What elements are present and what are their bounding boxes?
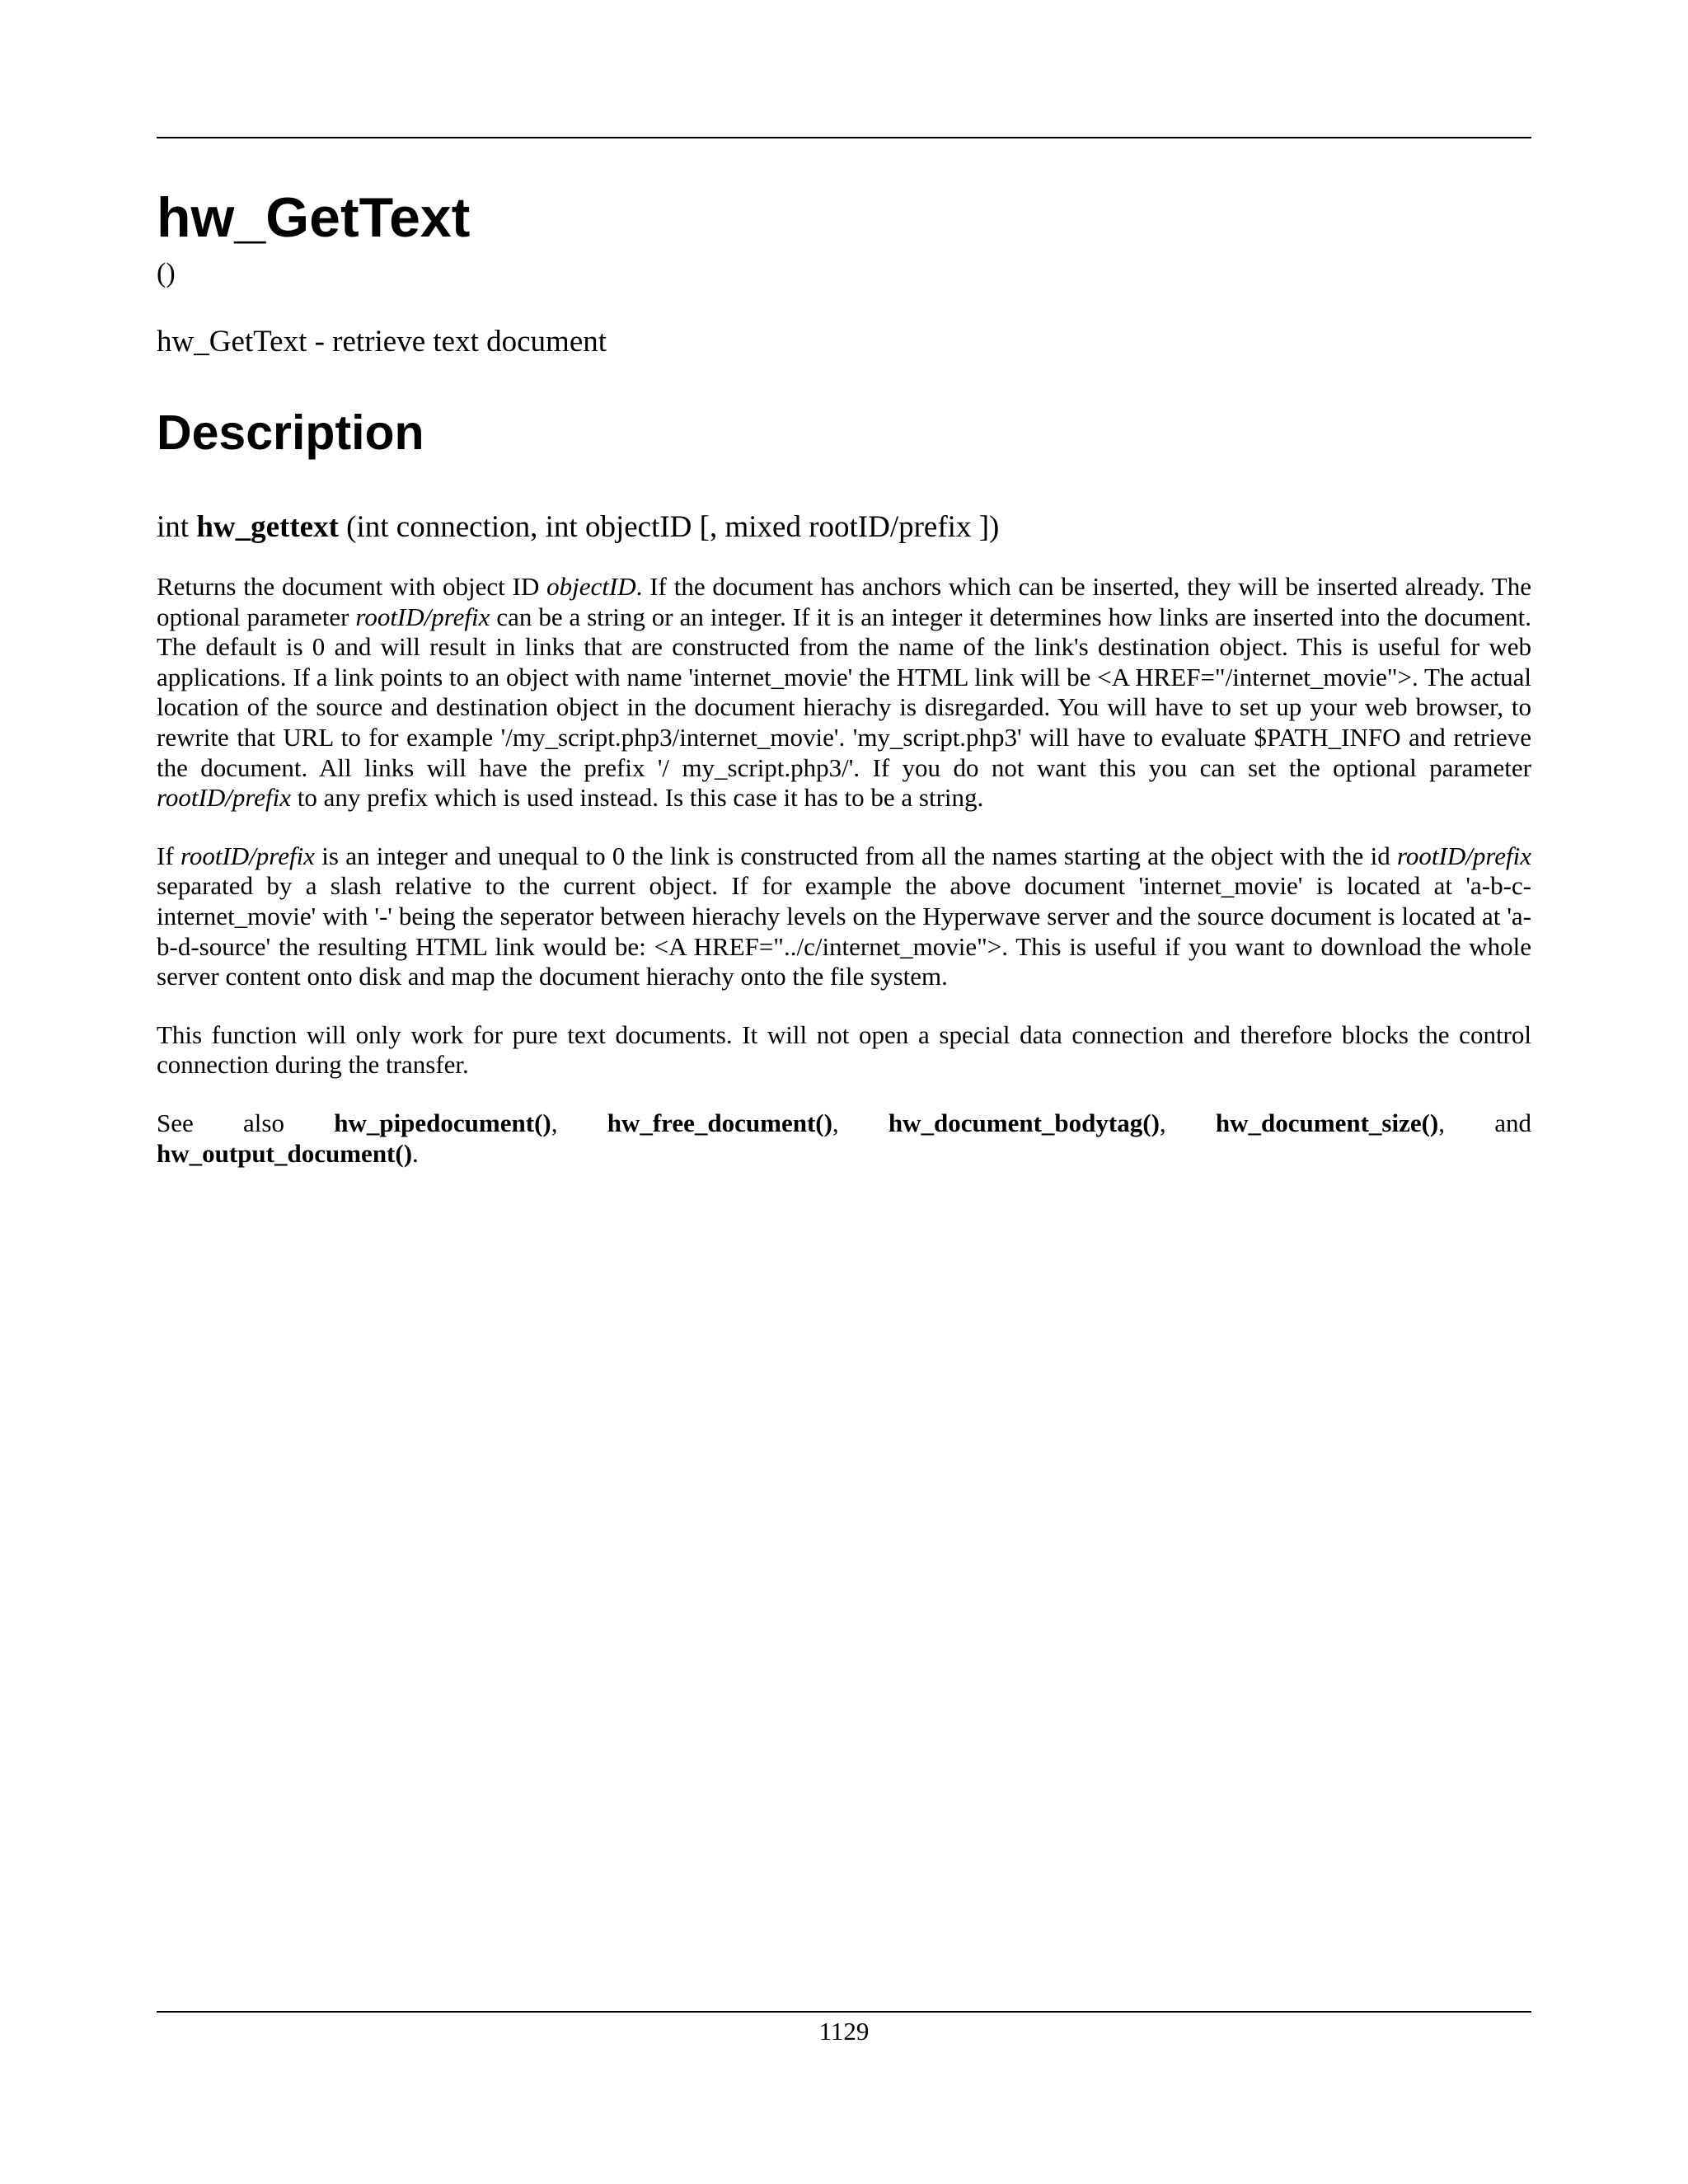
see-also-link-pipedocument[interactable]: hw_pipedocument(): [334, 1108, 551, 1137]
section-heading-description: Description: [157, 405, 424, 460]
description-body: [157, 572, 1531, 1197]
function-synopsis: [157, 509, 999, 546]
header-rule: [157, 137, 1531, 138]
see-also-end: .: [412, 1138, 419, 1168]
text-run: can be a string or an integer. If it is an integer it determines how links are inserted into the document. The default is 0 and will result in links that are constructed from the name of the link's destination object. This is useful for web applications. If a link points to an object with name 'internet_movie' the HTML link will be <A HREF="/internet_movie">. The actual location of the source and destination object in the document hierachy is disregarded. You will have to set up your web browser, to rewrite that URL to for example '/my_script.php3/internet_movie'. 'my_script.php3' will have to evaluate $PATH_INFO and retrieve the document. All links will have the prefix '/ my_script.php3/'. If you do not want this you can set the optional parameter: [157, 602, 1531, 782]
description-paragraph-1: [157, 572, 1531, 813]
page-number: 1129: [818, 2017, 870, 2046]
see-also-link-free-document[interactable]: hw_free_document(): [607, 1108, 832, 1137]
synopsis-function-name: hw_gettext: [196, 510, 339, 544]
document-page: [157, 0, 1531, 2184]
synopsis-return-type: int: [157, 510, 190, 544]
see-also-paragraph: See also hw_pipedocument(), hw_free_document(), hw_document_bodytag(), hw_document_size(), and hw_output_document().: [157, 1108, 1532, 1168]
see-also-link-document-size[interactable]: hw_document_size(): [1215, 1108, 1439, 1137]
page-title: hw_GetText: [157, 186, 471, 249]
param-rootid-prefix: rootID/prefix: [355, 602, 490, 631]
synopsis-params: (int connection, int objectID [, mixed rootID/prefix ]): [346, 510, 1000, 544]
param-rootid-prefix: rootID/prefix: [1396, 841, 1531, 870]
see-also-link-output-document[interactable]: hw_output_document(): [157, 1138, 413, 1168]
param-rootid-prefix: rootID/prefix: [157, 783, 292, 813]
text-run: separated by a slash relative to the current object. If for example the above document 'internet_movie' is located at 'a-b-c-internet_movie' with '-' being the seperator between hierachy levels on the Hyperwave server and the source document is located at 'a-b-d-source' the resulting HTML link would be: <A HREF="../c/internet_movie">. This is useful if you want to download the whole server content onto disk and map the document hierachy onto the file system.: [157, 871, 1531, 991]
description-paragraph-3: This function will only work for pure text documents. It will not open a special data connection and therefore blocks the control connection during the transfer.: [157, 1019, 1531, 1080]
see-also-and: and: [1494, 1108, 1532, 1137]
text-run: If: [157, 841, 181, 870]
param-rootid-prefix: rootID/prefix: [180, 841, 315, 870]
text-run: Returns the document with object ID: [157, 572, 547, 601]
see-also-link-document-bodytag[interactable]: hw_document_bodytag(): [888, 1108, 1160, 1137]
text-run: is an integer and unequal to 0 the link is constructed from all the names starting at the object with the id: [314, 841, 1397, 870]
param-objectid: objectID: [546, 572, 636, 601]
title-parens: (): [157, 258, 176, 288]
see-also-label: See also: [157, 1108, 335, 1137]
description-paragraph-2: [157, 841, 1531, 992]
function-purpose: hw_GetText - retrieve text document: [157, 325, 607, 359]
footer-rule: [157, 2011, 1531, 2013]
text-run: . If the document has anchors which can be inserted, they will be inserted already. The optional parameter: [157, 572, 1531, 631]
text-run: to any prefix which is used instead. Is this case it has to be a string.: [291, 783, 984, 813]
